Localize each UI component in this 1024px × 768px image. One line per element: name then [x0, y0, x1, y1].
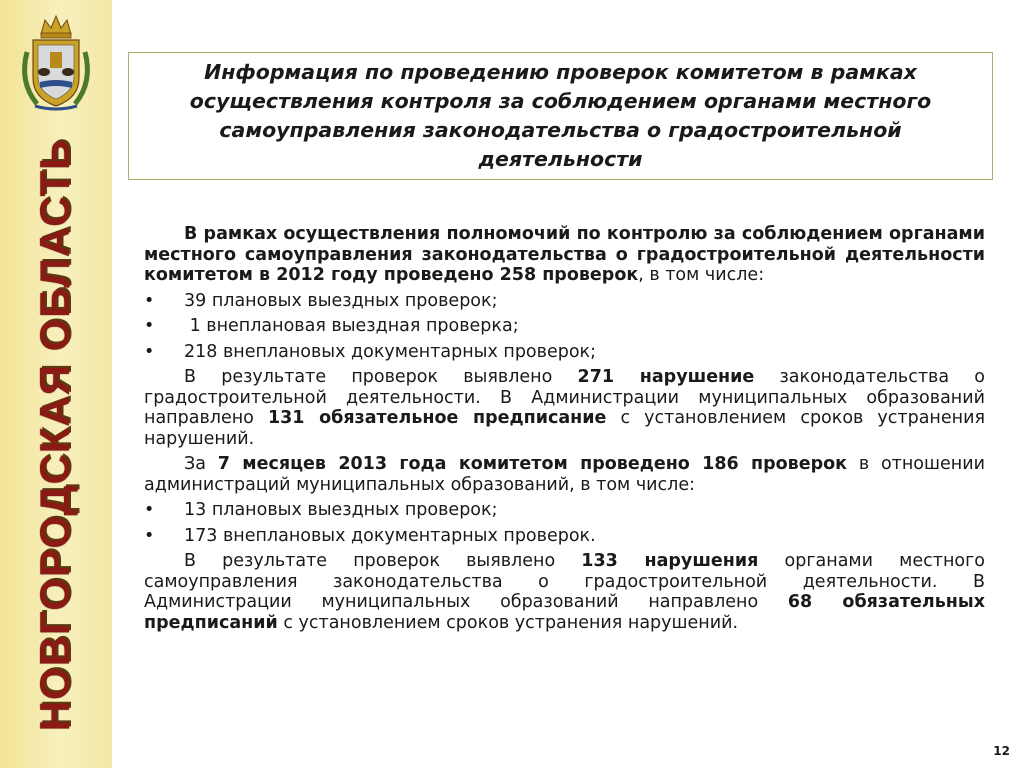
paragraph-2012-bold: В рамках осуществления полномочий по контролю за соблюдением органами местного самоуправления законодательства о градостроительной деятельности комитетом в 2012 году проведено 258 проверок: [144, 224, 985, 285]
text-segment: В результате проверок выявлено: [184, 367, 578, 387]
text-segment: законодательства о градостроительной деятельности. В Администрации муниципальных образований направлено: [144, 367, 985, 428]
violations-count: 133 нарушения: [581, 551, 759, 571]
paragraph-2013-results: [144, 551, 985, 633]
text-segment: с установлением сроков устранения нарушений.: [144, 408, 985, 449]
orders-count: 68 обязательных предписаний: [144, 592, 985, 633]
list-item: [144, 291, 985, 312]
text-segment: в отношении администраций муниципальных образований, в том числе:: [144, 454, 985, 495]
paragraph-2012-results: [144, 367, 985, 449]
text-segment: органами местного самоуправления законодательства о градостроительной деятельности. В Администрации муниципальных образований направлено: [144, 551, 985, 612]
text-segment: с установлением сроков устранения нарушений.: [277, 612, 739, 633]
list-item: [144, 316, 985, 337]
list-item-text: 39 плановых выездных проверок;: [184, 290, 498, 311]
orders-count: 131 обязательное предписание: [267, 408, 607, 428]
content: [144, 224, 985, 638]
slide-title: Информация по проведению проверок комитетом в рамках осуществления контроля за соблюдением органами местного самоуправления законодательства о градостроительной деятельности: [189, 60, 932, 171]
list-item-text: 218 внеплановых документарных проверок;: [184, 341, 597, 362]
paragraph-2012-rest: , в том числе:: [638, 265, 765, 285]
list-item-text: 1 внеплановая выездная проверка;: [184, 316, 519, 336]
list-item: [144, 500, 985, 521]
title-box: [128, 52, 993, 180]
bullet-icon: •: [144, 500, 155, 520]
coat-of-arms-icon: [13, 12, 99, 116]
violations-count: 271 нарушение: [577, 367, 755, 387]
sidebar: [0, 0, 112, 768]
text-segment: За: [184, 454, 218, 474]
bullet-icon: •: [144, 341, 155, 362]
list-item-text: 13 плановых выездных проверок;: [184, 500, 498, 520]
list-item: [144, 342, 985, 363]
page-number: 12: [993, 744, 1010, 758]
paragraph-2013-bold: 7 месяцев 2013 года комитетом проведено 186 проверок: [217, 454, 848, 474]
list-item-text: 173 внеплановых документарных проверок.: [184, 525, 596, 546]
bullet-icon: •: [144, 290, 155, 311]
text-segment: В результате проверок выявлено: [184, 551, 582, 571]
paragraph-2012: [144, 224, 985, 286]
list-item: [144, 526, 985, 547]
bullet-icon: •: [144, 525, 155, 546]
region-title: НОВГОРОДСКАЯ ОБЛАСТЬ: [31, 138, 78, 732]
bullet-icon: •: [144, 316, 155, 336]
paragraph-2013: [144, 454, 985, 495]
region-title-container: [20, 138, 90, 732]
